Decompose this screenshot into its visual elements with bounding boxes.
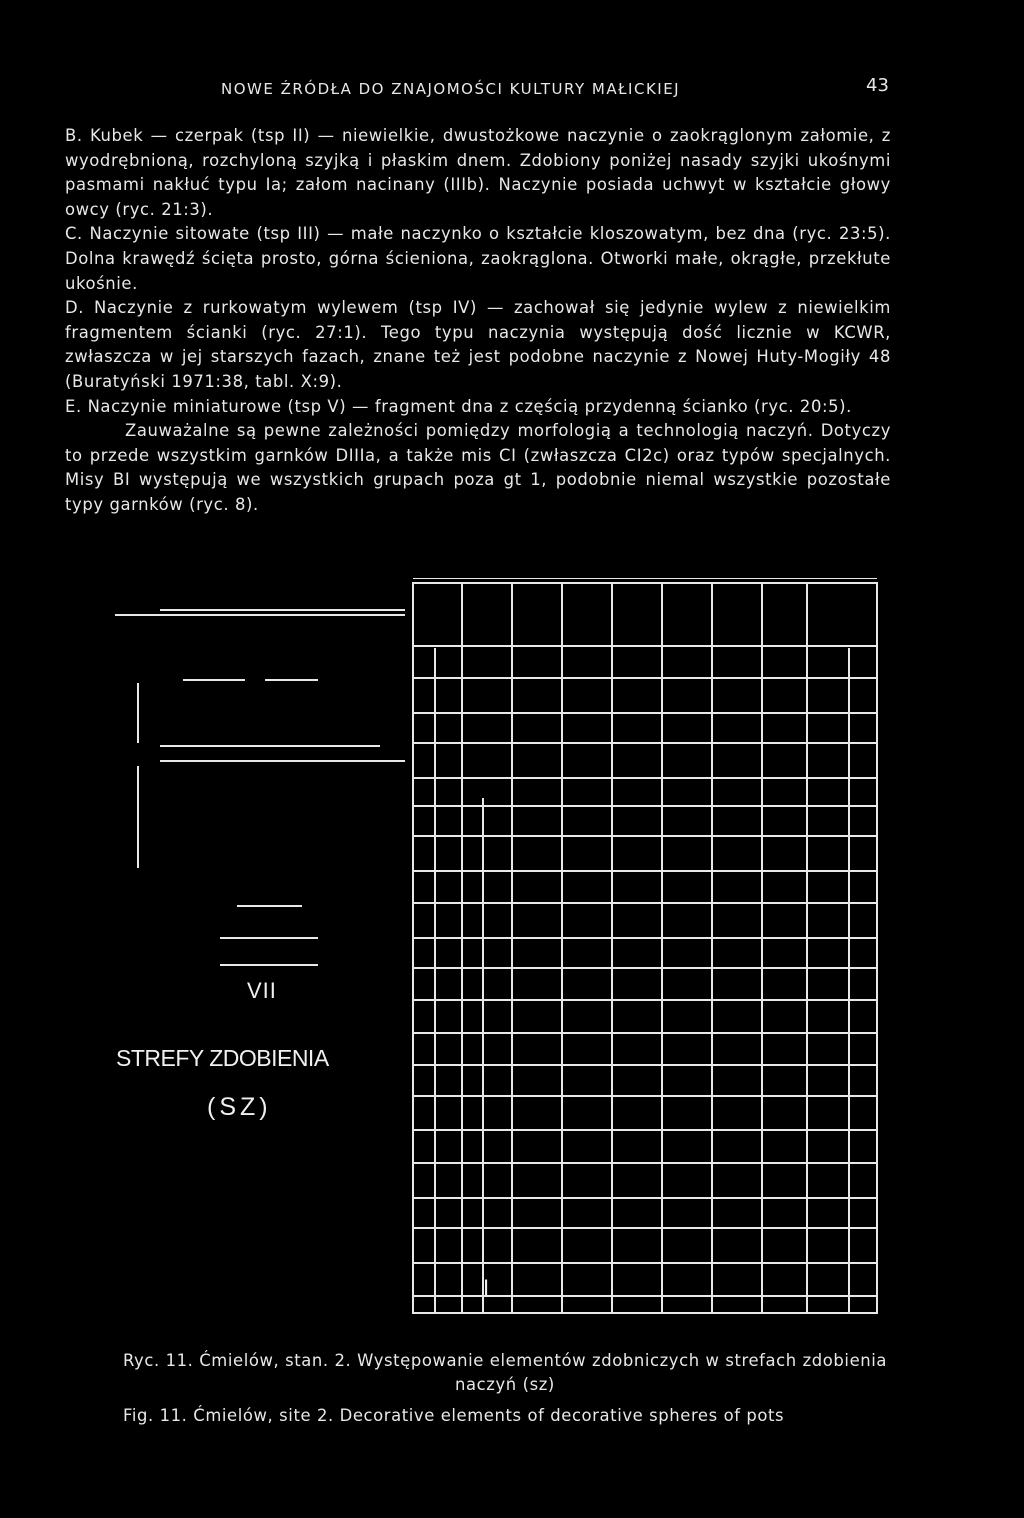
row-marker: I <box>483 1275 490 1300</box>
page-number: 43 <box>866 75 889 96</box>
body-text <box>65 124 891 518</box>
running-header: NOWE ŹRÓDŁA DO ZNAJOMOŚCI KULTURY MAŁICKIEJ <box>221 80 681 98</box>
paragraph-conclusion: Zauważalne są pewne zależności pomiędzy morfologią a technologią naczyń. Dotyczy to przede wszystkim garnków DIIIa, a także mis CI (zwłaszcza CI2c) oraz typów specjalnych. Misy BI występują we wszystkich grupach poza gt 1, podobnie niemal wszystkie pozostałe typy garnków (ryc. 8). <box>65 421 891 514</box>
paragraph-d: D. Naczynie z rurkowatym wylewem (tsp IV) — zachował się jedynie wylew z niewielkim fragmentem ścianki (ryc. 27:1). Tego typu naczynia występują dość licznie w KCWR, zwłaszcza w jej starszych fazach, znane też jest podobne naczynie z Nowej Huty-Mogiły 48 (Buratyński 1971:38, tabl. X:9). <box>65 298 891 391</box>
caption-polish: Ryc. 11. Ćmielów, stan. 2. Występowanie elementów zdobniczych w strefach zdobienia naczyń (sz) <box>122 1351 888 1394</box>
caption-english: Fig. 11. Ćmielów, site 2. Decorative elements of decorative spheres of pots <box>123 1406 785 1425</box>
decoration-zones-figure <box>0 578 1024 1338</box>
figure-title: STREFY ZDOBIENIA <box>116 1045 329 1071</box>
paragraph-b: B. Kubek — czerpak (tsp II) — niewielkie, dwustożkowe naczynie o zaokrąglonym załomie, z wyodrębnioną, rozchyloną szyjką i płaskim dnem. Zdobiony poniżej nasady szyjki ukośnymi pasmami nakłuć typu Ia; załom nacinany (IIIb). Naczynie posiada uchwyt w kształcie głowy owcy (ryc. 21:3). <box>65 126 891 219</box>
figure-abbr: (SZ) <box>207 1093 272 1121</box>
paragraph-c: C. Naczynie sitowate (tsp III) — małe naczynko o kształcie kloszowatym, bez dna (ryc. 23:5). Dolna krawędź ścięta prosto, górna ścieniona, zaokrąglona. Otworki małe, okrągłe, przekłute ukośnie. <box>65 224 891 293</box>
paragraph-e: E. Naczynie miniaturowe (tsp V) — fragment dna z częścią przydenną ścianko (ryc. 20:5). <box>65 396 852 416</box>
zone-label: VII <box>247 978 277 1003</box>
zones-grid-diagram <box>0 578 1024 1338</box>
